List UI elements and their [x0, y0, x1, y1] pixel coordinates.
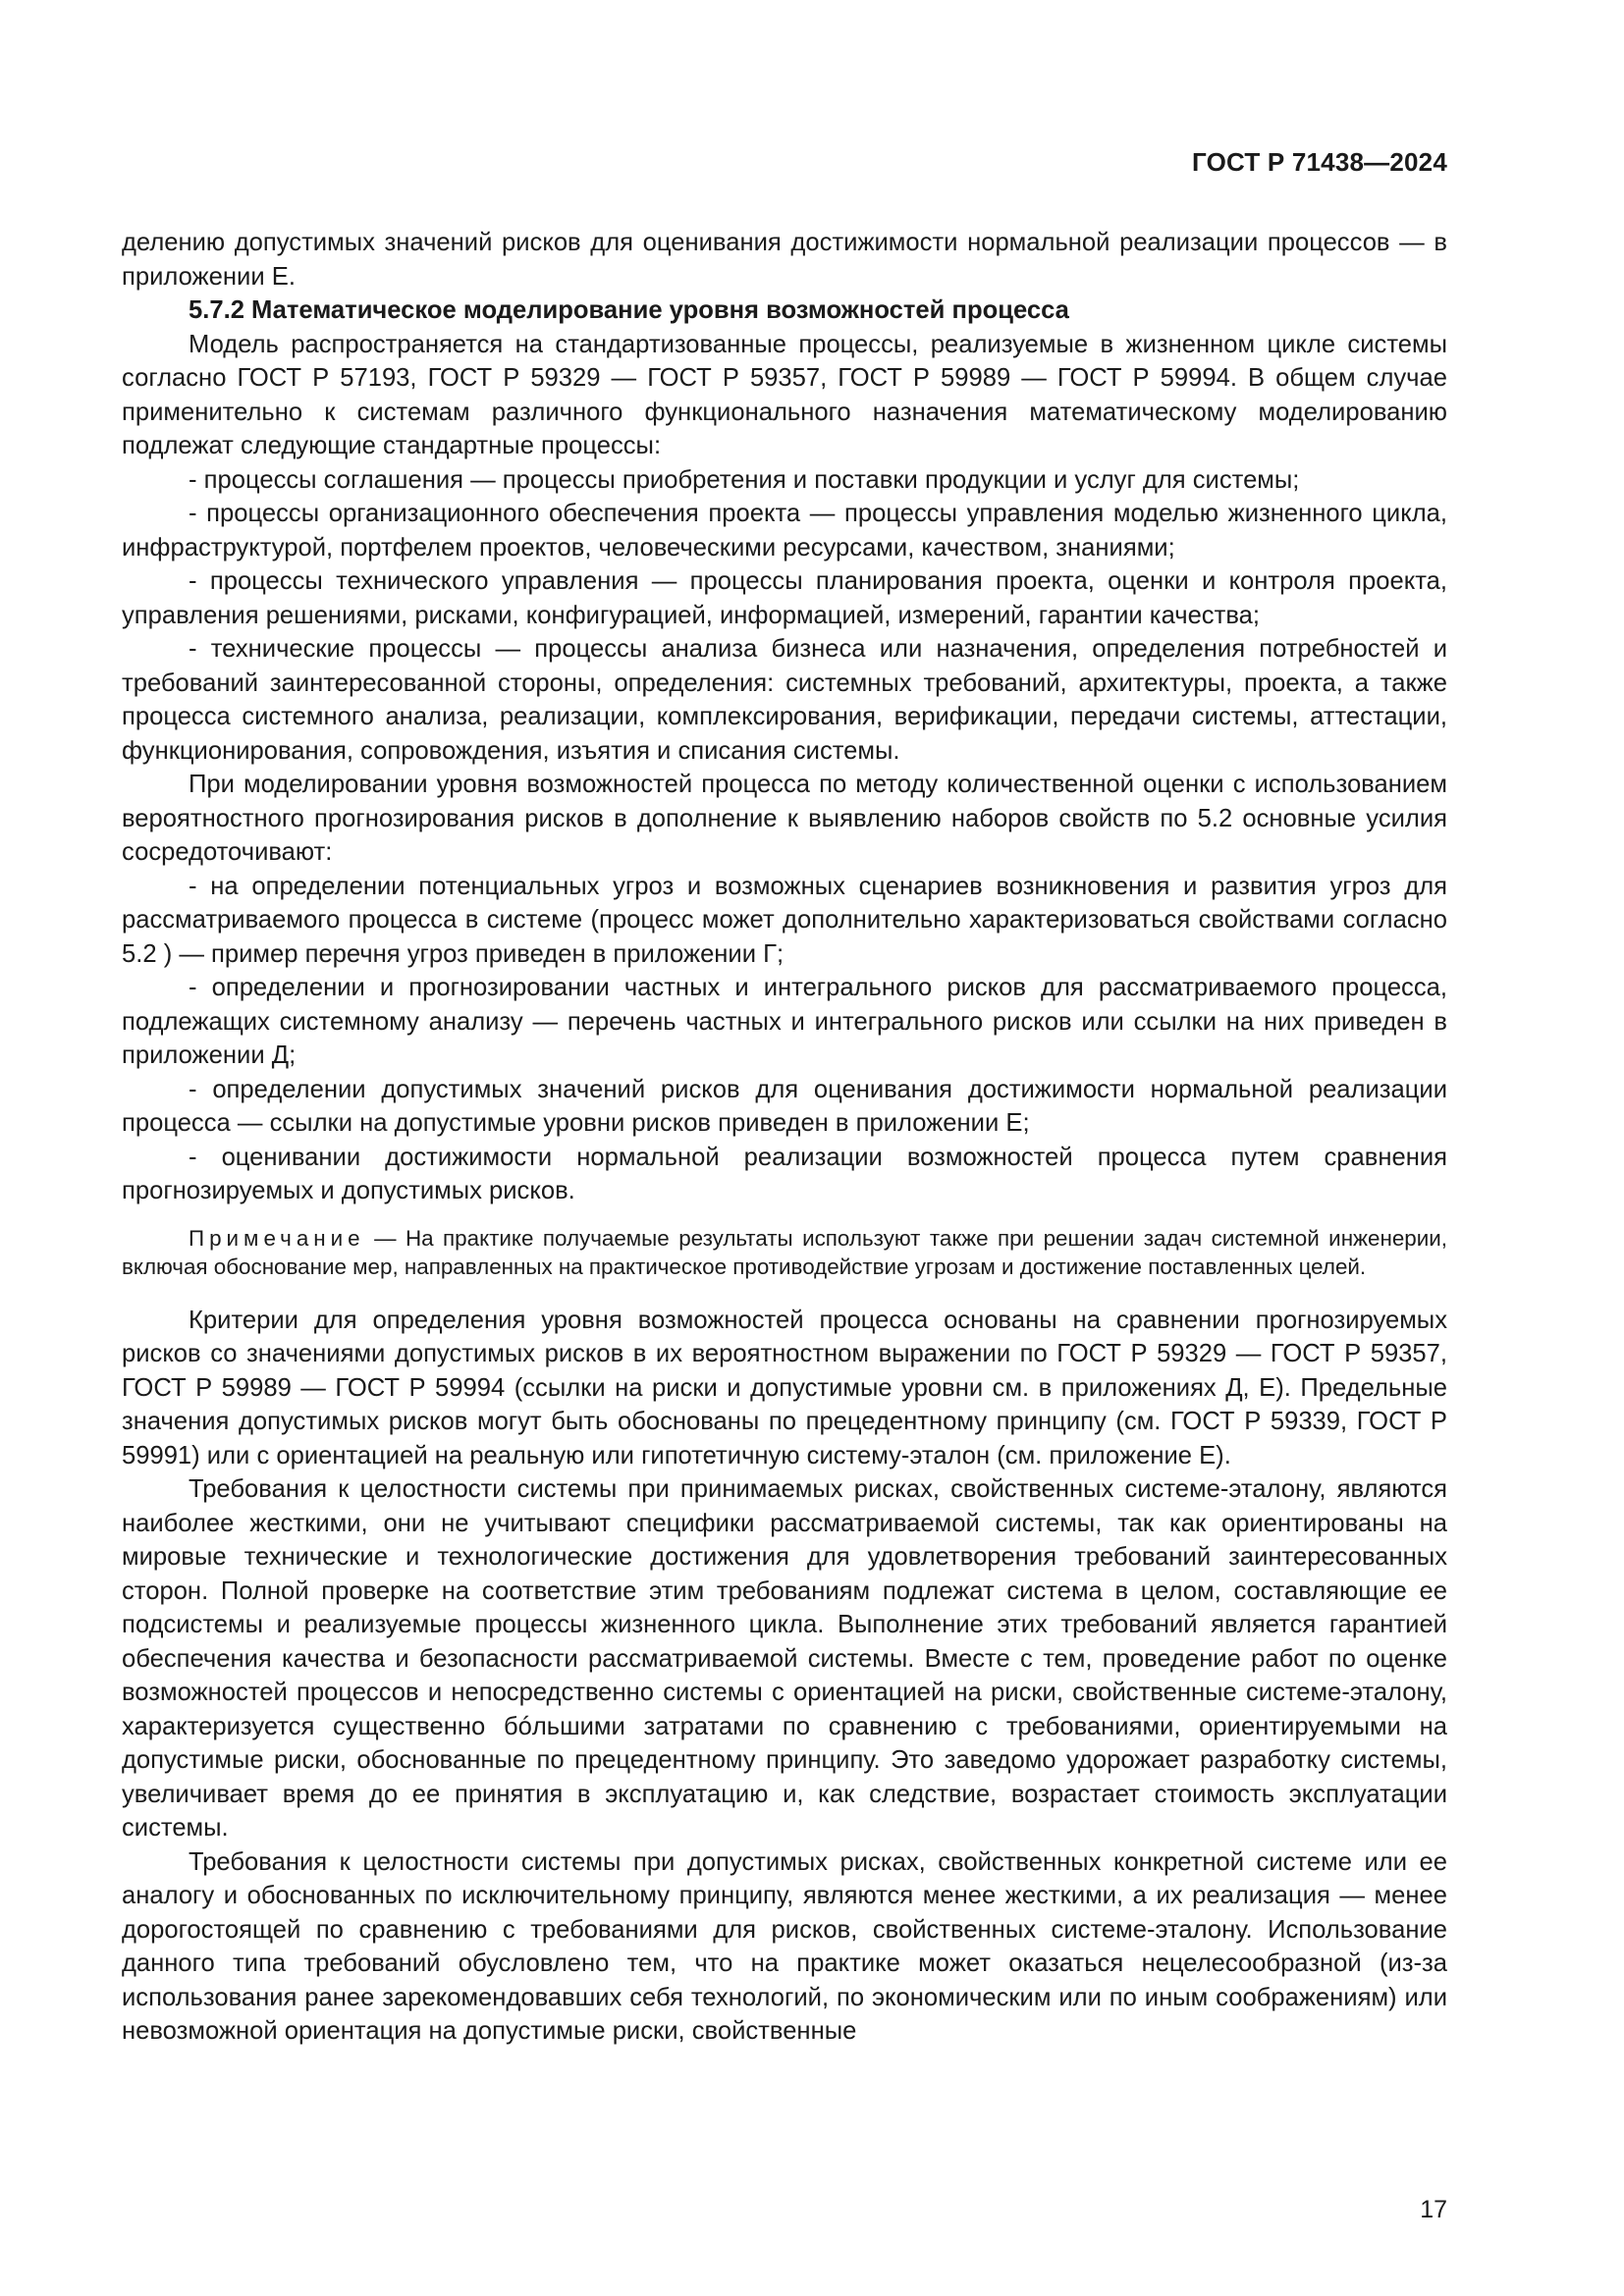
list-item: - процессы организационного обеспечения проекта — процессы управления моделью жизненного цикла, инфраструктурой, портфелем проектов, человеческими ресурсами, качеством, знаниями;: [122, 500, 1447, 561]
paragraph: При моделировании уровня возможностей процесса по методу количественной оценки с использованием вероятностного прогнозирования рисков в дополнение к выявлению наборов свойств по 5.2 основные усилия сосредоточивают:: [122, 771, 1447, 866]
document-body: [122, 226, 1447, 2049]
paragraph: Требования к целостности системы при допустимых рисках, свойственных конкретной системе или ее аналогу и обоснованных по исключительному принципу, являются менее жесткими, а их реализация — менее дорогостоящей по сравнению с требованиями для рисков, свойственных системе-эталону. Использование данного типа требований обусловлено тем, что на практике может оказаться нецелесообразной (из-за использования ранее зарекомендовавших себя технологий, по экономическим или по иным соображениям) или невозможной ориентация на допустимые риски, свойственные: [122, 1847, 1447, 2045]
page-number: 17: [1420, 2196, 1447, 2223]
list-item: - на определении потенциальных угроз и возможных сценариев возникновения и развития угроз для рассматриваемого процесса в системе (процесс может дополнительно характеризоваться свойствами согласно 5.2 ) — пример перечня угроз приведен в приложении Г;: [122, 872, 1447, 968]
note-label: Примечание: [189, 1225, 365, 1251]
list-item: - процессы технического управления — процессы планирования проекта, оценки и контроля проекта, управления решениями, рисками, конфигурацией, информацией, измерений, гарантии качества;: [122, 567, 1447, 629]
document-header: ГОСТ Р 71438—2024: [1192, 147, 1447, 177]
list-item: - оценивании достижимости нормальной реализации возможностей процесса путем сравнения прогнозируемых и допустимых рисков.: [122, 1143, 1447, 1204]
paragraph: делению допустимых значений рисков для оценивания достижимости нормальной реализации процессов — в приложении Е.: [122, 229, 1447, 291]
note-text: — На практике получаемые результаты используют также при решении задач системной инженерии, включая обоснование мер, направленных на практическое противодействие угрозам и достижение поставленных целей.: [122, 1225, 1447, 1279]
paragraph: Модель распространяется на стандартизованные процессы, реализуемые в жизненном цикле системы согласно ГОСТ Р 57193, ГОСТ Р 59329 — ГОСТ Р 59357, ГОСТ Р 59989 — ГОСТ Р 59994. В общем случае применительно к системам различного функционального назначения математическому моделированию подлежат следующие стандартные процессы:: [122, 330, 1447, 459]
note: [122, 1224, 1447, 1282]
list-item: - процессы соглашения — процессы приобретения и поставки продукции и услуг для системы;: [189, 465, 1300, 494]
list-item: - технические процессы — процессы анализа бизнеса или назначения, определения потребностей и требований заинтересованной стороны, определения: системных требований, архитектуры, проекта, а также процесса системного анализа, реализации, комплексирования, верификации, передачи системы, аттестации, функционирования, сопровождения, изъятия и списания системы.: [122, 635, 1447, 765]
list-item: - определении допустимых значений рисков для оценивания достижимости нормальной реализации процесса — ссылки на допустимые уровни рисков приведен в приложении Е;: [122, 1075, 1447, 1137]
paragraph: Требования к целостности системы при принимаемых рисках, свойственных системе-эталону, являются наиболее жесткими, они не учитывают специфики рассматриваемой системы, так как ориентированы на мировые технические и технологические достижения для удовлетворения требований заинтересованных сторон. Полной проверке на соответствие этим требованиям подлежат система в целом, составляющие ее подсистемы и реализуемые процессы жизненного цикла. Выполнение этих требований является гарантией обеспечения качества и безопасности рассматриваемой системы. Вместе с тем, проведение работ по оценке возможностей процессов и непосредственно системы с ориентацией на риски, свойственные системе-эталону, характеризуется существенно бóльшими затратами по сравнению с требованиями, ориентируемыми на допустимые риски, обоснованные по прецедентному принципу. Это заведомо удорожает разработку системы, увеличивает время до ее принятия в эксплуатацию и, как следствие, возрастает стоимость эксплуатации системы.: [122, 1475, 1447, 1842]
section-heading: 5.7.2 Математическое моделирование уровня возможностей процесса: [189, 296, 1069, 324]
paragraph: Критерии для определения уровня возможностей процесса основаны на сравнении прогнозируемых рисков со значениями допустимых рисков в их вероятностном выражении по ГОСТ Р 59329 — ГОСТ Р 59357, ГОСТ Р 59989 — ГОСТ Р 59994 (ссылки на риски и допустимые уровни см. в приложениях Д, Е). Предельные значения допустимых рисков могут быть обоснованы по прецедентному принципу (см. ГОСТ Р 59339, ГОСТ Р 59991) или с ориентацией на реальную или гипотетичную систему-эталон (см. приложение Е).: [122, 1306, 1447, 1469]
list-item: - определении и прогнозировании частных и интегрального рисков для рассматриваемого процесса, подлежащих системному анализу — перечень частных и интегрального рисков или ссылки на них приведен в приложении Д;: [122, 974, 1447, 1069]
